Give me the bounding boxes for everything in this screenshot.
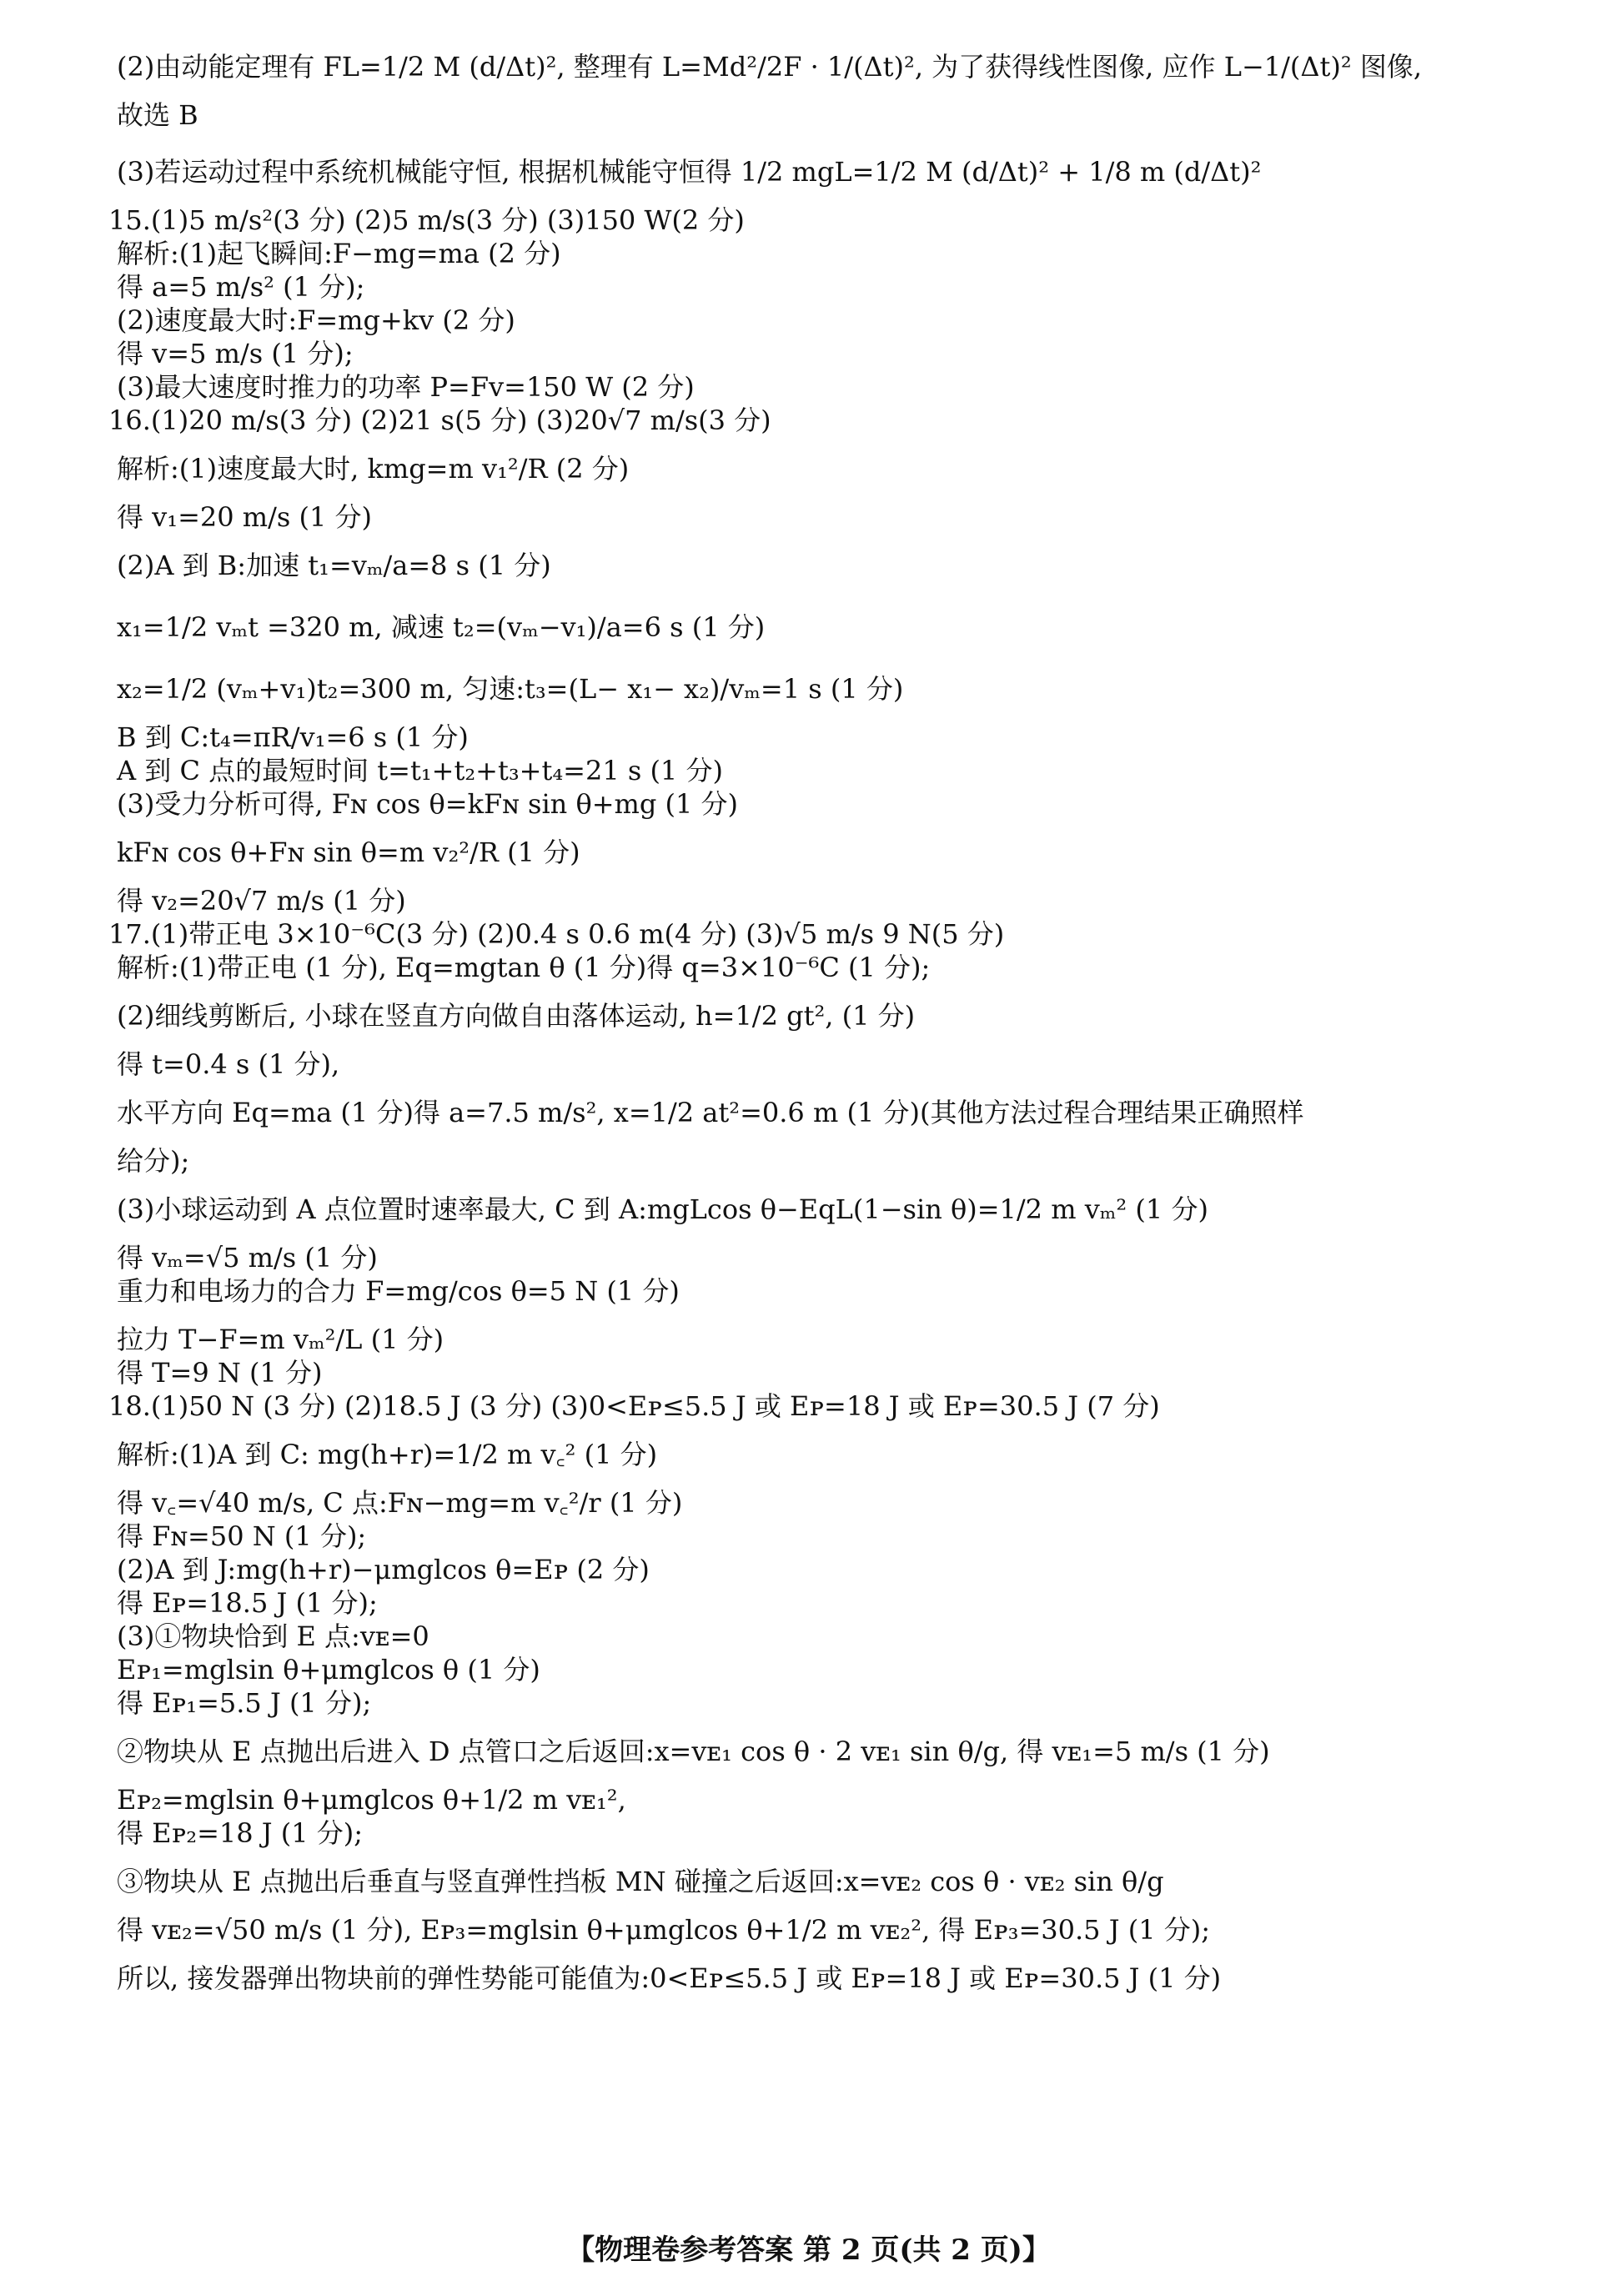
text-line: 得 v₂=20√7 m/s (1 分)	[117, 885, 406, 917]
text-line: (3)受力分析可得, Fɴ cos θ=kFɴ sin θ+mg (1 分)	[117, 788, 739, 820]
text-line: (2)速度最大时:F=mg+kv (2 分)	[117, 304, 515, 336]
text-line: x₂=1/2 (vₘ+v₁)t₂=300 m, 匀速:t₃=(L− x₁− x₂)/vₘ=1 s (1 分)	[117, 673, 904, 705]
text-line: 所以, 接发器弹出物块前的弹性势能可能值为:0<Eᴘ≤5.5 J 或 Eᴘ=18 J 或 Eᴘ=30.5 J (1 分)	[117, 1962, 1222, 1994]
text-line: kFɴ cos θ+Fɴ sin θ=m v₂²/R (1 分)	[117, 837, 580, 868]
text-line: 得 v₁=20 m/s (1 分)	[117, 501, 373, 533]
text-line: 得 t=0.4 s (1 分),	[117, 1048, 340, 1080]
text-line: 解析:(1)速度最大时, kmg=m v₁²/R (2 分)	[117, 453, 630, 485]
text-line: 故选 B	[117, 99, 198, 131]
text-line: 得 a=5 m/s² (1 分);	[117, 271, 365, 303]
text-line: 解析:(1)带正电 (1 分), Eq=mgtan θ (1 分)得 q=3×10⁻⁶C (1 分);	[117, 952, 931, 983]
text-line: (2)由动能定理有 FL=1/2 M (d/Δt)², 整理有 L=Md²/2F · 1/(Δt)², 为了获得线性图像, 应作 L−1/(Δt)² 图像,	[117, 51, 1423, 83]
q16-heading: 16.(1)20 m/s(3 分) (2)21 s(5 分) (3)20√7 m/s(3 分)	[108, 404, 771, 436]
text-line: x₁=1/2 vₘt =320 m, 减速 t₂=(vₘ−v₁)/a=6 s (1 分)	[117, 611, 766, 643]
text-line: Eᴘ₁=mglsin θ+μmglcos θ (1 分)	[117, 1654, 540, 1686]
text-line: A 到 C 点的最短时间 t=t₁+t₂+t₃+t₄=21 s (1 分)	[117, 755, 723, 786]
text-line: 得 vₘ=√5 m/s (1 分)	[117, 1242, 378, 1274]
page-footer: 【物理卷参考答案 第 2 页(共 2 页)】	[566, 2233, 1051, 2267]
text-line: (2)A 到 B:加速 t₁=vₘ/a=8 s (1 分)	[117, 550, 551, 581]
text-line: 得 vᴇ₂=√50 m/s (1 分), Eᴘ₃=mglsin θ+μmglcos θ+1/2 m vᴇ₂², 得 Eᴘ₃=30.5 J (1 分);	[117, 1914, 1210, 1946]
text-line: ②物块从 E 点抛出后进入 D 点管口之后返回:x=vᴇ₁ cos θ · 2 vᴇ₁ sin θ/g, 得 vᴇ₁=5 m/s (1 分)	[117, 1736, 1270, 1767]
text-line: ③物块从 E 点抛出后垂直与竖直弹性挡板 MN 碰撞之后返回:x=vᴇ₂ cos θ · vᴇ₂ sin θ/g	[117, 1866, 1164, 1897]
text-line: 得 T=9 N (1 分)	[117, 1357, 323, 1389]
text-line: (3)最大速度时推力的功率 P=Fv=150 W (2 分)	[117, 371, 695, 403]
text-line: 解析:(1)起飞瞬间:F−mg=ma (2 分)	[117, 238, 561, 269]
text-line: 水平方向 Eq=ma (1 分)得 a=7.5 m/s², x=1/2 at²=0.6 m (1 分)(其他方法过程合理结果正确照样	[117, 1097, 1304, 1128]
text-line: 得 v=5 m/s (1 分);	[117, 338, 354, 369]
text-line: Eᴘ₂=mglsin θ+μmglcos θ+1/2 m vᴇ₁²,	[117, 1784, 626, 1816]
text-line: (2)细线剪断后, 小球在竖直方向做自由落体运动, h=1/2 gt², (1 分)	[117, 1000, 916, 1032]
text-line: 得 Eᴘ₁=5.5 J (1 分);	[117, 1687, 372, 1719]
q15-heading: 15.(1)5 m/s²(3 分) (2)5 m/s(3 分) (3)150 W(2 分)	[108, 204, 745, 236]
answer-content	[108, 33, 1559, 1995]
text-line: 得 Eᴘ₂=18 J (1 分);	[117, 1817, 364, 1849]
text-line: 给分);	[117, 1145, 190, 1177]
text-line: (3)小球运动到 A 点位置时速率最大, C 到 A:mgLcos θ−EqL(1−sin θ)=1/2 m vₘ² (1 分)	[117, 1193, 1208, 1225]
text-line: (2)A 到 J:mg(h+r)−μmglcos θ=Eᴘ (2 分)	[117, 1554, 650, 1585]
text-line: 解析:(1)A 到 C: mg(h+r)=1/2 m v꜀² (1 分)	[117, 1439, 658, 1470]
text-line: B 到 C:t₄=πR/v₁=6 s (1 分)	[117, 721, 469, 753]
text-line: 拉力 T−F=m vₘ²/L (1 分)	[117, 1324, 444, 1355]
text-line: 得 Fɴ=50 N (1 分);	[117, 1520, 367, 1552]
text-line: 得 Eᴘ=18.5 J (1 分);	[117, 1587, 378, 1619]
text-line: 重力和电场力的合力 F=mg/cos θ=5 N (1 分)	[117, 1275, 680, 1307]
q18-heading: 18.(1)50 N (3 分) (2)18.5 J (3 分) (3)0<Eᴘ≤5.5 J 或 Eᴘ=18 J 或 Eᴘ=30.5 J (7 分)	[108, 1390, 1160, 1422]
q17-heading: 17.(1)带正电 3×10⁻⁶C(3 分) (2)0.4 s 0.6 m(4 分) (3)√5 m/s 9 N(5 分)	[108, 918, 1005, 950]
text-line: (3)若运动过程中系统机械能守恒, 根据机械能守恒得 1/2 mgL=1/2 M (d/Δt)² + 1/8 m (d/Δt)²	[117, 156, 1262, 188]
text-line: (3)①物块恰到 E 点:vᴇ=0	[117, 1620, 429, 1652]
text-line: 得 v꜀=√40 m/s, C 点:Fɴ−mg=m v꜀²/r (1 分)	[117, 1487, 683, 1519]
